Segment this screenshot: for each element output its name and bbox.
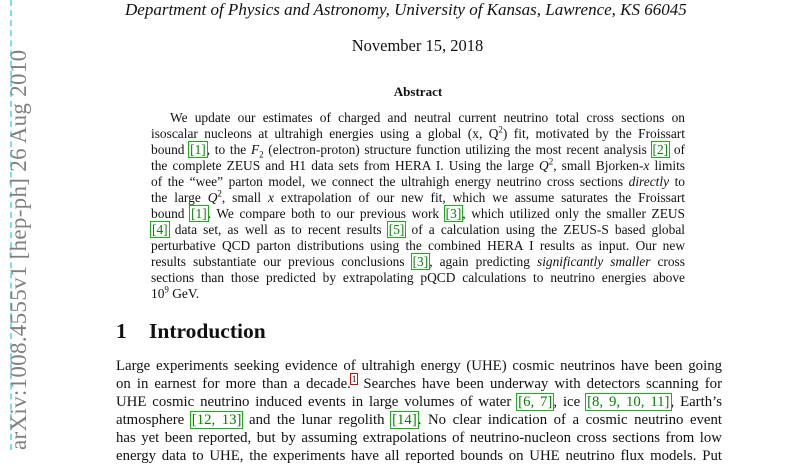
arxiv-identifier[interactable]: arXiv:1008.4555v1 [hep-ph] 26 Aug 2010 [6,49,31,450]
abstract-line: bound [1], to the $F_2$ (electron-proton) structure function utilizing the most recent analysis [2] of [151,142,685,160]
citation-link[interactable]: [3] [412,254,429,269]
body-line: UHE cosmic neutrino induced events in large volumes of water [6, 7], ice [8, 9, 10, 11], Earth’s [116,394,722,410]
body-line: has yet been reported, but by assuming extrapolations of neutrino-nucleon cross sections from low [116,430,722,446]
abstract-line: results substantiate our previous conclusions [3], again predicting significantly smaller cross [151,254,685,269]
citation-link[interactable]: [8, 9, 10, 11] [587,394,670,410]
citation-link[interactable]: [3] [445,206,462,221]
body-line: energy data to UHE, the experiments have all reported bounds on UHE neutrino flux models. Put [116,448,722,464]
body-line: on in earnest for more than a decade.$^1$ Searches have been underway with detectors scanning for [116,374,722,392]
citation-link[interactable]: [6, 7] [518,394,553,410]
section-number: 1 [116,319,127,343]
abstract-line: isoscalar nucleons at ultrahigh energies using a global (x, $Q^2$) fit, motivated by the Froissart [151,124,685,141]
section-heading [116,318,266,344]
citation-link[interactable]: [1] [191,206,207,221]
author-affiliation: Department of Physics and Astronomy, University of Kansas, Lawrence, KS 66045 [125,0,687,19]
abstract-line: the complete ZEUS and H1 data sets from HERA I. Using the large $Q^2$, small Bjorken-x limits [151,156,686,173]
body-line: atmosphere [12, 13] and the lunar regolith [14]. No clear indication of a cosmic neutrino event [116,412,723,428]
citation-link[interactable]: [14] [392,412,417,428]
citation-link[interactable]: [1] [190,142,206,157]
paper-date: November 15, 2018 [351,36,484,55]
citation-link[interactable]: [12, 13] [191,412,242,428]
citation-link[interactable]: [2] [652,142,669,157]
arxiv-sidebar [0,0,40,450]
footnote-marker[interactable]: 1 [351,374,357,385]
abstract-line: We update our estimates of charged and neutral current neutrino total cross sections on [170,110,685,125]
section-title: Introduction [149,319,266,343]
abstract-line: of the “wee” parton model, we connect the ultrahigh energy neutrino cross sections directly to [151,174,686,189]
body-line: Large experiments seeking evidence of ultrahigh energy (UHE) cosmic neutrinos have been going [116,358,722,374]
citation-link[interactable]: [4] [152,222,168,237]
abstract-line: the large $Q^2$, small x extrapolation of our new fit, which we assume saturates the Froissart [151,188,685,205]
abstract-heading: Abstract [393,84,443,99]
abstract-line: bound [1]. We compare both to our previous work [3], which utilized only the smaller ZEUS [151,206,686,221]
citation-link[interactable]: [5] [388,222,405,237]
abstract-line: sections than those predicted by extrapolating pQCD calculations to neutrino energies above [151,270,685,285]
abstract-line: perturbative QCD parton distributions using the combined HERA I results as input. Our new [151,238,685,253]
abstract-line: $10^9$ GeV. [151,284,200,301]
abstract-line: [4] data set, as well as to recent results [5] of a calculation using the ZEUS-S based global [152,222,685,237]
